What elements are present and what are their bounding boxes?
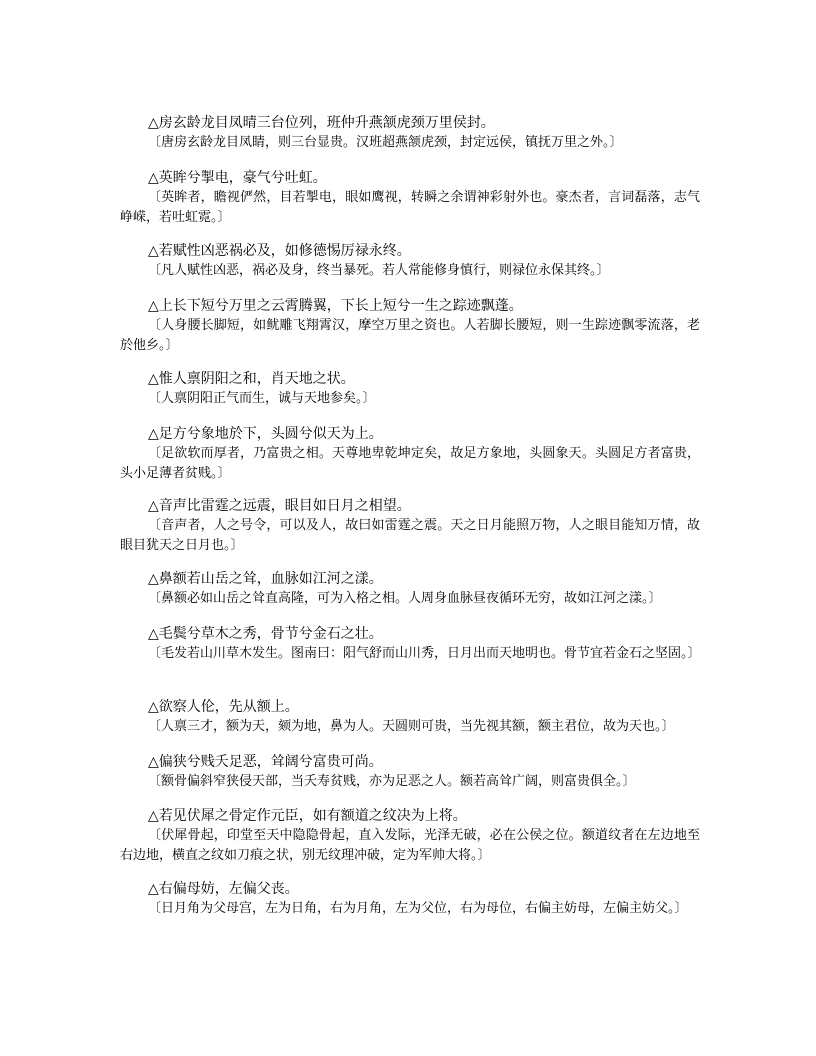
verse: △音声比雷霆之远震，眼目如日月之相望。 [148,498,411,514]
verse: △毛鬓兮草木之秀，骨节兮金石之壮。 [148,626,383,642]
commentary: 〔毛发若山川草木发生。图南曰：阳气舒而山川秀，日月出而天地明也。骨节宜若金石之坚固。〕 [148,646,701,661]
entry-8 [120,569,700,609]
entry-10 [120,697,700,737]
entry-4 [120,296,700,356]
commentary: 〔人禀阴阳正气而生，诚与天地参矣。〕 [148,391,376,406]
verse: △偏狭兮贱夭足恶，耸阔兮富贵可尚。 [148,754,383,770]
commentary: 〔鼻额必如山岳之耸直高隆，可为入格之相。人周身血脉昼夜循环无穷，故如江河之漾。〕 [148,591,662,606]
commentary: 〔凡人赋性凶恶，祸必及身，终当暴死。若人常能修身慎行，则禄位永保其终。〕 [148,263,610,278]
entry-13 [120,879,700,919]
entry-2 [120,168,700,228]
commentary: 〔音声者，人之号令，可以及人，故曰如雷霆之震。天之日月能照万物，人之眼目能知万情，故眼目犹天之日月也。〕 [120,518,700,553]
verse: △若见伏犀之骨定作元臣，如有额道之纹决为上将。 [148,808,467,824]
verse: △右偏母妨，左偏父丧。 [148,881,299,897]
commentary: 〔伏犀骨起，印堂至天中隐隐骨起，直入发际，光泽无破，必在公侯之位。额道纹者在左边地至右边地，横直之纹如刀痕之状，别无纹理冲破，定为军帅大将。〕 [120,828,700,863]
commentary: 〔英眸者，瞻视俨然，目若掣电，眼如鹰视，转瞬之余谓神彩射外也。豪杰者，言词磊落，志气峥嵘，若吐虹霓。〕 [120,190,700,225]
verse: △房玄龄龙目凤晴三台位列，班仲升燕颔虎颈万里侯封。 [148,115,495,131]
verse: △足方兮象地於下，头圆兮似天为上。 [148,426,383,442]
commentary: 〔人禀三才，额为天，颏为地，鼻为人。天圆则可贵，当先视其额，额主君位，故为天也。〕 [148,719,675,734]
entry-7 [120,496,700,556]
entry-9 [120,624,700,664]
verse: △上长下短兮万里之云霄腾翼，下长上短兮一生之踪迹飘蓬。 [148,298,523,314]
verse: △惟人禀阴阳之和，肖天地之状。 [148,371,355,387]
entry-5 [120,369,700,409]
entry-3 [120,241,700,281]
verse: △欲察人伦，先从额上。 [148,699,299,715]
entry-1 [120,113,700,153]
entry-11 [120,752,700,792]
entry-6 [120,424,700,484]
entry-12 [120,806,700,866]
commentary: 〔唐房玄龄龙目凤睛，则三台显贵。汉班超燕颔虎颈，封定远侯，镇抚万里之外。〕 [148,135,623,150]
verse: △英眸兮掣电，豪气兮吐虹。 [148,170,327,186]
commentary: 〔足欲软而厚者，乃富贵之相。天尊地卑乾坤定矣，故足方象地，头圆象天。头圆足方者富贵，头小足薄者贫贱。〕 [120,446,700,481]
commentary: 〔额骨偏斜窄狭侵天部，当夭寿贫贱，亦为足恶之人。额若高耸广阔，则富贵俱全。〕 [148,774,636,789]
verse: △若赋性凶恶祸必及，如修德惕厉禄永终。 [148,243,411,259]
commentary: 〔日月角为父母宫，左为日角，右为月角，左为父位，右为母位，右偏主妨母，左偏主妨父。〕 [148,901,688,916]
verse: △鼻额若山岳之耸，血脉如江河之漾。 [148,571,383,587]
commentary: 〔人身腰长脚短，如鱿雕飞翔霄汉，摩空万里之资也。人若脚长腰短，则一生踪迹飘零流落，老於他乡。〕 [120,318,700,353]
